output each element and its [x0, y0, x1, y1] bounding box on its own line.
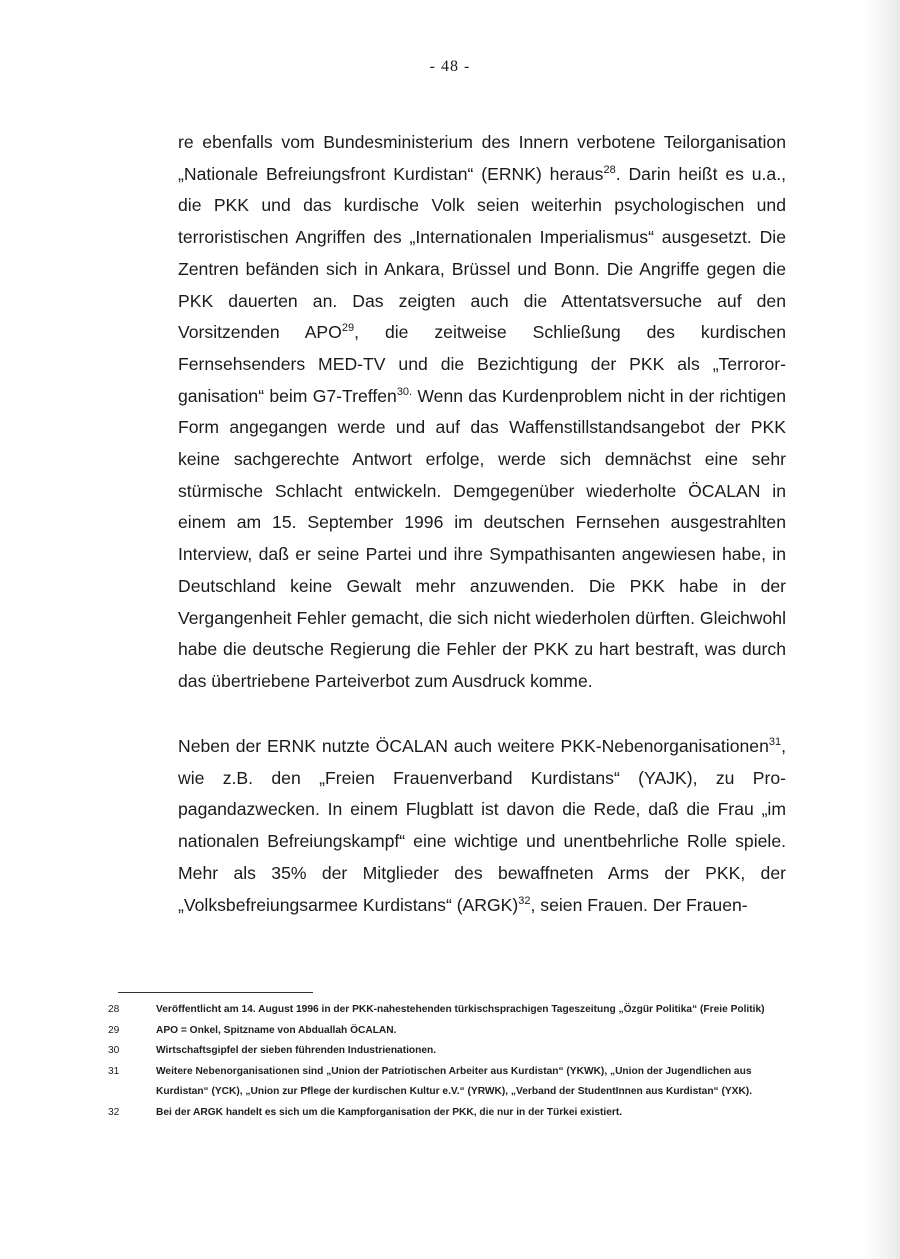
- footnote-number: 31: [108, 1065, 120, 1077]
- footnote-text: APO = Onkel, Spitzname von Abduallah ÖCALAN.: [156, 1024, 397, 1036]
- footnote-30: [108, 1041, 788, 1062]
- footnote-reference: 28: [603, 163, 616, 176]
- footnote-29: [108, 1021, 788, 1042]
- scan-page-edge: [862, 0, 900, 1259]
- paragraph-text: , die zeitweise Schließung des kurdischen Fernsehsenders MED-TV und die Bezichtigung der PKK als „Terrororganisation“ beim G7-Treffen: [178, 322, 787, 406]
- footnote-32: [108, 1103, 788, 1124]
- body-paragraph: [178, 127, 786, 698]
- footnote-reference: 29: [341, 322, 355, 335]
- paragraph-text: Wenn das Kurdenproblem nicht in der richtigen Form angegangen werde und auf das Waffenstillstandsangebot der PKK keine sachgerechte Antwort erfolge, werde sich demnächst eine sehr stürmische Schlacht entwickeln. Demgegenüber wiederholte ÖCALAN in einem am 15. September 1996 im deutschen Fernsehen ausgestrahlten Interview, daß er seine Partei und ihre Sympathisanten angewiesen habe, in Deutschland keine Gewalt mehr anzuwenden. Die PKK habe in der Vergangenheit Fehler gemacht, die sich nicht wiederholen dürften. Gleichwohl habe die deutsche Regierung die Fehler der PKK zu hart bestraft, was durch das übertriebene Parteiverbot zum Ausdruck komme.: [178, 385, 786, 691]
- footnote-number: 29: [108, 1024, 120, 1036]
- footnote-28: [108, 1000, 788, 1021]
- footnote-text: Bei der ARGK handelt es sich um die Kampforganisation der PKK, die nur in der Türkei existiert.: [156, 1106, 623, 1118]
- footnote-reference: 32: [518, 894, 531, 907]
- body-paragraph: [178, 731, 786, 921]
- footnote-text: Weitere Nebenorganisationen sind „Union der Patriotischen Arbeiter aus Kurdistan“ (YKWK), „Union der Jugendlichen aus Kurdistan“ (YCK), „Union zur Pflege der kurdischen Kultur e.V.“ (YRWK), „Verband der StudentInnen aus Kurdistan“ (YXK).: [156, 1065, 753, 1097]
- footnote-separator: [118, 992, 313, 993]
- footnote-number: 28: [108, 1004, 120, 1015]
- footnote-number: 32: [108, 1106, 120, 1118]
- footnote-list: [108, 1000, 788, 1123]
- footnote-reference: 31: [768, 736, 782, 749]
- page-number: - 48 -: [429, 58, 471, 75]
- footnote-text: Wirtschaftsgipfel der sieben führenden Industrienationen.: [156, 1045, 437, 1056]
- paragraph-text: , wie z.B. den „Freien Frauenverband Kurdistans“ (YAJK), zu Propagandazwecken. In einem Flugblatt ist davon die Rede, daß die Frau „im nationalen Befreiungskampf“ eine wichtige und unentbehrliche Rolle spiele. Mehr als 35% der Mitglieder des bewaffneten Arms der PKK, der „Volksbefreiungsarmee Kurdistans“ (ARGK): [178, 736, 786, 915]
- paragraph-text: , seien Frauen. Der Frauen-: [530, 894, 748, 915]
- paragraph-text: re ebenfalls vom Bundesministerium des Innern verbotene Teilorganisation „Nationale Befreiungsfront Kurdistan“ (ERNK) heraus: [178, 132, 786, 184]
- footnote-31: [108, 1062, 788, 1103]
- paragraph-text: Neben der ERNK nutzte ÖCALAN auch weitere PKK-Nebenorganisationen: [178, 736, 769, 756]
- footnote-text: Veröffentlicht am 14. August 1996 in der PKK-nahestehenden türkischsprachigen Tageszeitung „Özgür Politika“ (Freie Politik): [156, 1004, 765, 1015]
- footnote-number: 30: [108, 1045, 120, 1056]
- footnote-reference: 30.: [396, 385, 413, 398]
- paragraph-text: . Darin heißt es u.a., die PKK und das kurdische Volk seien weiterhin psychologischen und terroristischen Angriffen des „Internationalen Imperialismus“ ausgesetzt. Die Zentren befänden sich in Ankara, Brüssel und Bonn. Die Angriffe gegen die PKK dauerten an. Das zeigten auch die Attentatsversuche auf den Vorsitzenden APO: [178, 163, 786, 343]
